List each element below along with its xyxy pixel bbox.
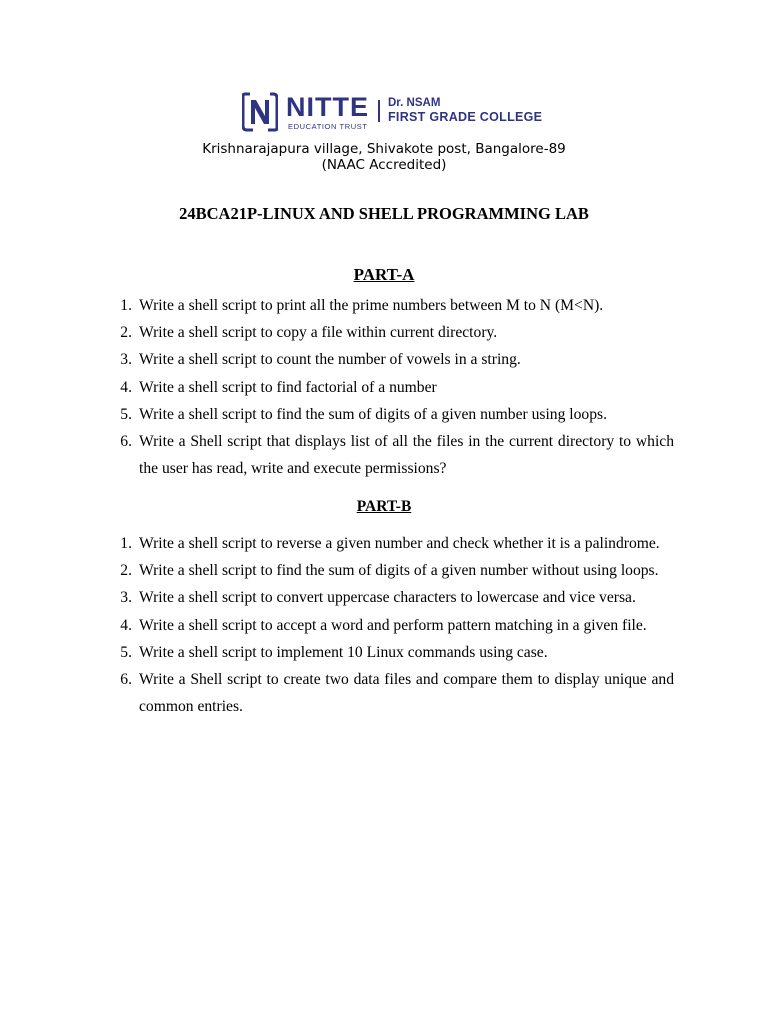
list-item <box>108 584 674 611</box>
nitte-logo-icon <box>242 92 278 132</box>
item-text: Write a shell script to convert uppercase characters to lowercase and vice versa. <box>139 589 636 607</box>
college-address-block <box>0 141 768 173</box>
item-text: Write a shell script to find the sum of digits of a given number using loops. <box>139 405 607 423</box>
item-number: 2. <box>120 562 132 580</box>
college-address: Krishnarajapura village, Shivakote post, Bangalore-89 <box>202 141 566 157</box>
item-number: 1. <box>120 297 132 314</box>
item-text: Write a shell script to reverse a given number and check whether it is a palindrome. <box>139 535 660 552</box>
college-logo <box>242 92 554 136</box>
accreditation-text: (NAAC Accredited) <box>321 157 447 173</box>
item-number: 6. <box>120 671 132 689</box>
item-number: 1. <box>120 535 132 552</box>
item-number: 4. <box>120 378 132 396</box>
list-item <box>108 612 674 639</box>
list-item <box>108 666 674 720</box>
item-number: 3. <box>120 351 132 369</box>
logo-college-text: FIRST GRADE COLLEGE <box>388 110 543 124</box>
item-number: 5. <box>120 643 132 661</box>
part-b-heading: PART-B <box>356 498 412 515</box>
logo-trust-text: EDUCATION TRUST <box>288 122 368 131</box>
list-item <box>108 346 674 373</box>
item-text: Write a shell script to copy a file within current directory. <box>139 324 498 342</box>
list-item <box>108 401 674 428</box>
item-text: Write a shell script to implement 10 Linux commands using case. <box>139 643 548 661</box>
list-item <box>108 639 674 666</box>
item-text: Write a shell script to find factorial of a number <box>139 378 437 396</box>
item-text: Write a Shell script that displays list of all the files in the current directory to which the user has read, write and execute permissions? <box>139 433 674 478</box>
item-text: Write a shell script to find the sum of digits of a given number without using loops. <box>139 562 659 580</box>
item-number: 2. <box>120 324 132 342</box>
item-text: Write a shell script to print all the prime numbers between M to N (M<N). <box>139 297 604 314</box>
logo-dr-nsam-text: Dr. NSAM <box>388 97 441 109</box>
item-text: Write a shell script to accept a word and perform pattern matching in a given file. <box>139 616 647 634</box>
part-b-list <box>108 530 674 720</box>
list-item <box>108 530 674 557</box>
item-text: Write a Shell script to create two data files and compare them to display unique and common entries. <box>139 671 674 716</box>
list-item <box>108 292 674 319</box>
page-title: 24BCA21P-LINUX AND SHELL PROGRAMMING LAB <box>179 204 589 223</box>
item-number: 4. <box>120 616 132 634</box>
logo-brand-text: NITTE <box>286 92 369 122</box>
part-a-list <box>108 292 674 482</box>
part-a-heading: PART-A <box>353 265 415 284</box>
item-number: 3. <box>120 589 132 607</box>
list-item <box>108 374 674 401</box>
item-number: 6. <box>120 433 132 451</box>
list-item <box>108 319 674 346</box>
logo-divider <box>378 100 380 122</box>
list-item <box>108 557 674 584</box>
item-text: Write a shell script to count the number of vowels in a string. <box>139 351 521 369</box>
item-number: 5. <box>120 405 132 423</box>
list-item <box>108 428 674 482</box>
